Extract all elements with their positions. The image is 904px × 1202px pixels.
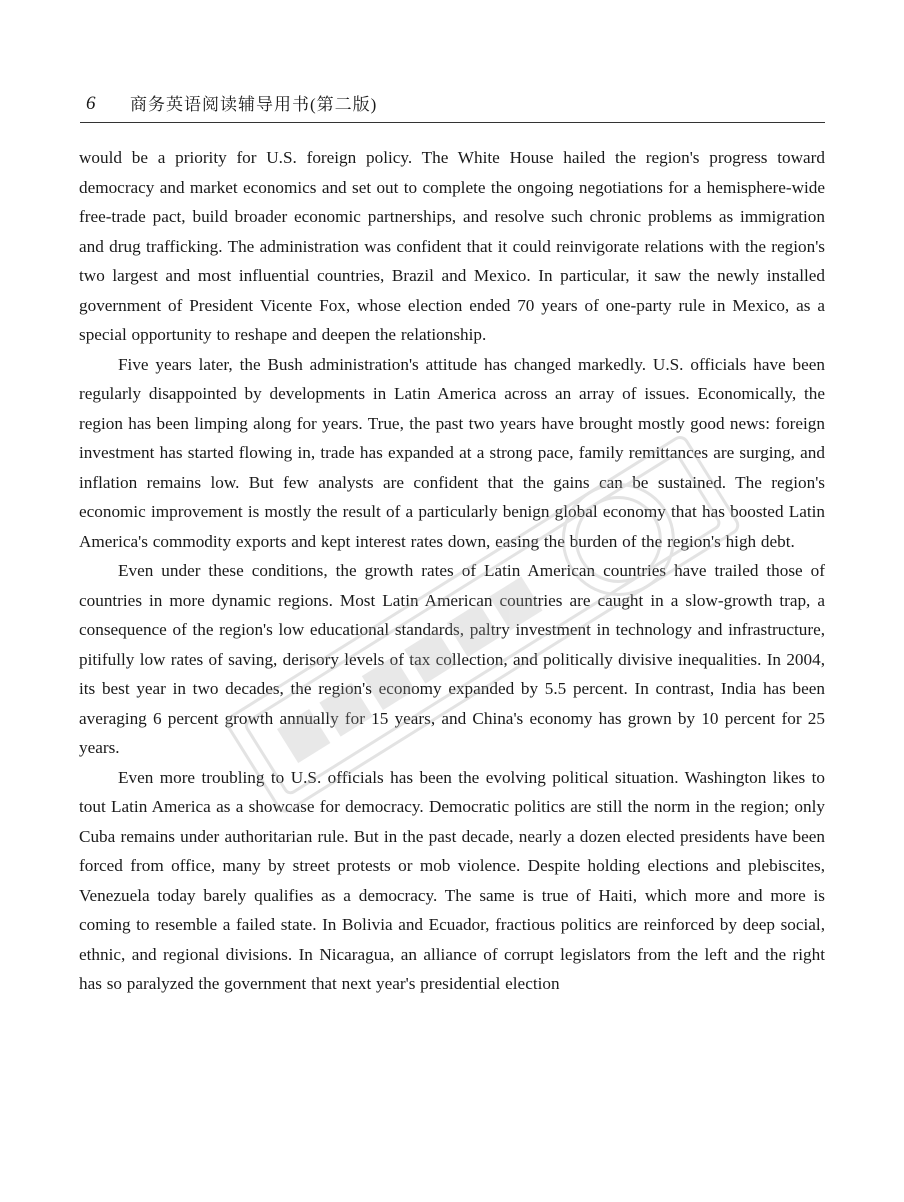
page-number: 6: [86, 93, 96, 114]
article-body: [79, 143, 825, 999]
header-divider: [80, 122, 825, 123]
paragraph-4: Even more troubling to U.S. officials has been the evolving political situation. Washington likes to tout Latin America as a showcase for democracy. Democratic politics are still the norm in the region; only Cuba remains under authoritarian rule. But in the past decade, nearly a dozen elected presidents have been forced from office, many by street protests or mob violence. Despite holding elections and plebiscites, Venezuela today barely qualifies as a democracy. The same is true of Haiti, which more and more is coming to resemble a failed state. In Bolivia and Ecuador, fractious politics are reinforced by deep social, ethnic, and regional divisions. In Nicaragua, an alliance of corrupt legislators from the left and the right has so paralyzed the government that next year's presidential election: [79, 767, 825, 993]
book-title: 商务英语阅读辅导用书(第二版): [130, 95, 378, 114]
page-header: [80, 92, 825, 120]
paragraph-1: would be a priority for U.S. foreign policy. The White House hailed the region's progress toward democracy and market economics and set out to complete the ongoing negotiations for a hemisphere-wide free-trade pact, build broader economic partnerships, and resolve such chronic problems as immigration and drug trafficking. The administration was confident that it could reinvigorate relations with the region's two largest and most influential countries, Brazil and Mexico. In particular, it saw the newly installed government of President Vicente Fox, whose election ended 70 years of one-party rule in Mexico, as a special opportunity to reshape and deepen the relationship.: [79, 148, 825, 344]
paragraph-3: Even under these conditions, the growth rates of Latin American countries have trailed those of countries in more dynamic regions. Most Latin American countries are caught in a slow-growth trap, a consequence of the region's low educational standards, paltry investment in technology and infrastructure, pitifully low rates of saving, derisory levels of tax collection, and politically divisive inequalities. In 2004, its best year in two decades, the region's economy expanded by 5.5 percent. In contrast, India has been averaging 6 percent growth annually for 15 years, and China's economy has grown by 10 percent for 25 years.: [79, 561, 825, 757]
paragraph-2: Five years later, the Bush administration's attitude has changed markedly. U.S. officials have been regularly disappointed by developments in Latin America across an array of issues. Economically, the region has been limping along for years. True, the past two years have brought mostly good news: foreign investment has started flowing in, trade has expanded at a strong pace, family remittances are surging, and inflation remains low. But few analysts are confident that the gains can be sustained. The region's economic improvement is mostly the result of a particularly benign global economy that has boosted Latin America's commodity exports and kept interest rates down, easing the burden of the region's high debt.: [79, 354, 825, 551]
